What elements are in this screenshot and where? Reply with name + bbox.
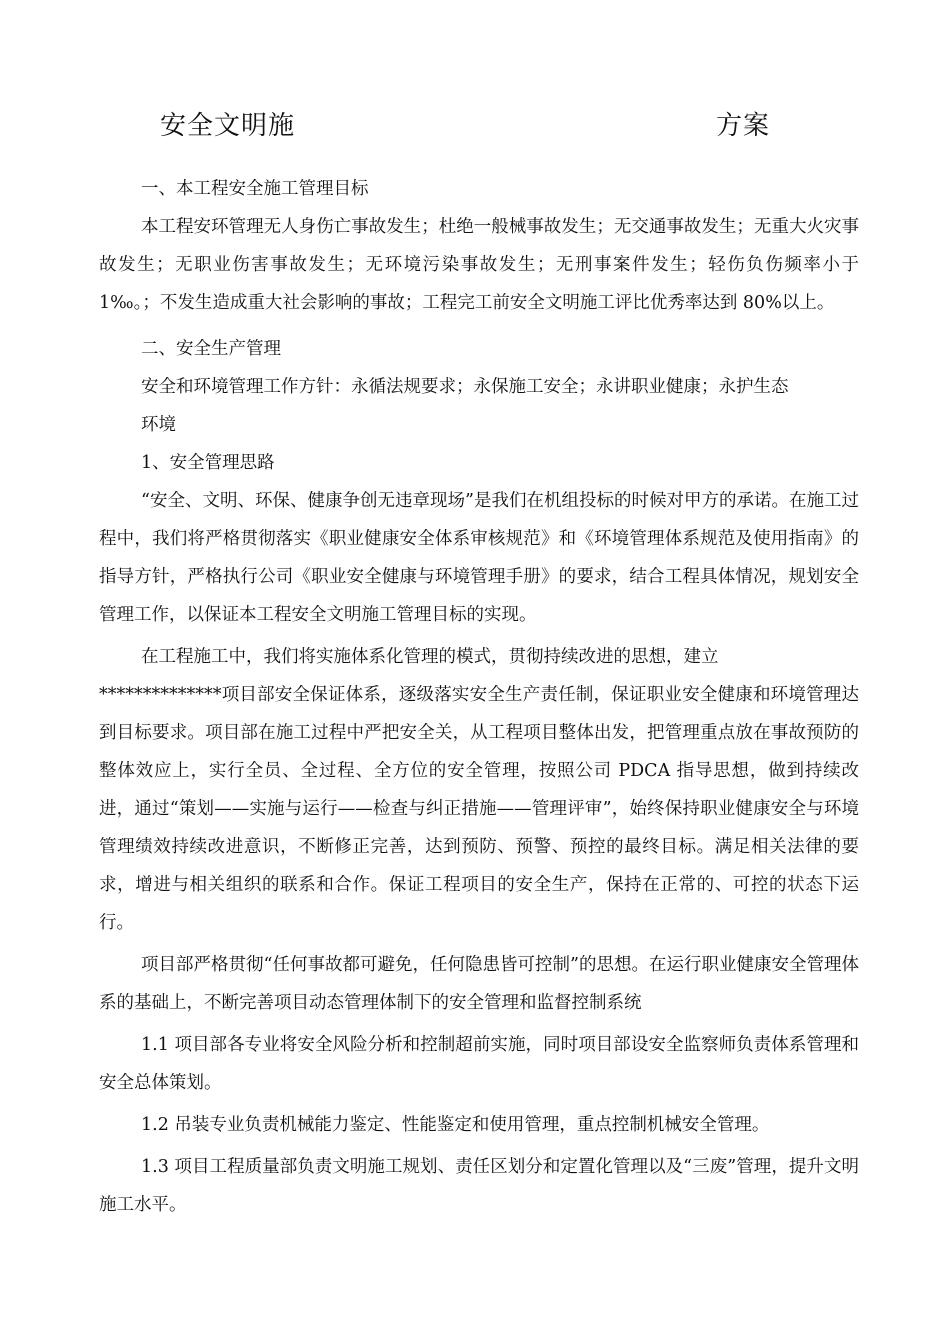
paragraph-policy-line2: 环境 <box>141 415 176 435</box>
paragraph-item-1-3: 1.3 项目工程质量部负责文明施工规划、责任区划分和定置化管理以及“三废”管理，提升文明施工水平。 <box>99 1157 859 1215</box>
document-body <box>99 170 859 1224</box>
paragraph-philosophy: 项目部严格贯彻“任何事故都可避免，任何隐患皆可控制”的思想。在运行职业健康安全管理体系的基础上，不断完善项目动态管理体制下的安全管理和监督控制系统 <box>99 955 859 1013</box>
section-heading-production-management: 二、安全生产管理 <box>141 339 281 359</box>
section-heading-safety-goals: 一、本工程安全施工管理目标 <box>141 179 369 199</box>
paragraph-safety-goals: 本工程安环管理无人身伤亡事故发生；杜绝一般械事故发生；无交通事故发生；无重大火灾事故发生；无职业伤害事故发生；无环境污染事故发生；无刑事案件发生；轻伤负伤频率小于 1‰。；不发生造成重大社会影响的事故；工程完工前安全文明施工评比优秀率达到 80%以上。 <box>99 217 859 313</box>
section-heading-management-approach: 1、安全管理思路 <box>141 453 275 473</box>
paragraph-system-line1: 在工程施工中，我们将实施体系化管理的模式，贯彻持续改进的思想，建立 <box>141 647 719 667</box>
document-title-left: 安全文明施 <box>160 111 296 141</box>
document-title-right: 方案 <box>716 111 771 141</box>
paragraph-commitment: “安全、文明、环保、健康争创无违章现场”是我们在机组投标的时候对甲方的承诺。在施工过程中，我们将严格贯彻落实《职业健康安全体系审核规范》和《环境管理体系规范及使用指南》的指导方针，严格执行公司《职业安全健康与环境管理手册》的要求，结合工程具体情况，规划安全管理工作，以保证本工程安全文明施工管理目标的实现。 <box>99 491 859 625</box>
paragraph-item-1-1: 1.1 项目部各专业将安全风险分析和控制超前实施，同时项目部设安全监察师负责体系管理和安全总体策划。 <box>99 1035 859 1093</box>
paragraph-policy-line1: 安全和环境管理工作方针：永循法规要求；永保施工安全；永讲职业健康；永护生态 <box>141 377 789 397</box>
paragraph-item-1-2: 1.2 吊装专业负责机械能力鉴定、性能鉴定和使用管理，重点控制机械安全管理。 <box>141 1115 770 1135</box>
paragraph-system-body: **************项目部安全保证体系，逐级落实安全生产责任制，保证职业安全健康和环境管理达到目标要求。项目部在施工过程中严把安全关，从工程项目整体出发，把管理重点放在事故预防的整体效应上，实行全员、全过程、全方位的安全管理，按照公司 PDCA 指导思想，做到持续改进，通过“策划——实施与运行——检查与纠正措施——管理评审”，始终保持职业健康安全与环境管理绩效持续改进意识，不断修正完善，达到预防、预警、预控的最终目标。满足相关法律的要求，增进与相关组织的联系和合作。保证工程项目的安全生产，保持在正常的、可控的状态下运行。 <box>99 685 859 933</box>
